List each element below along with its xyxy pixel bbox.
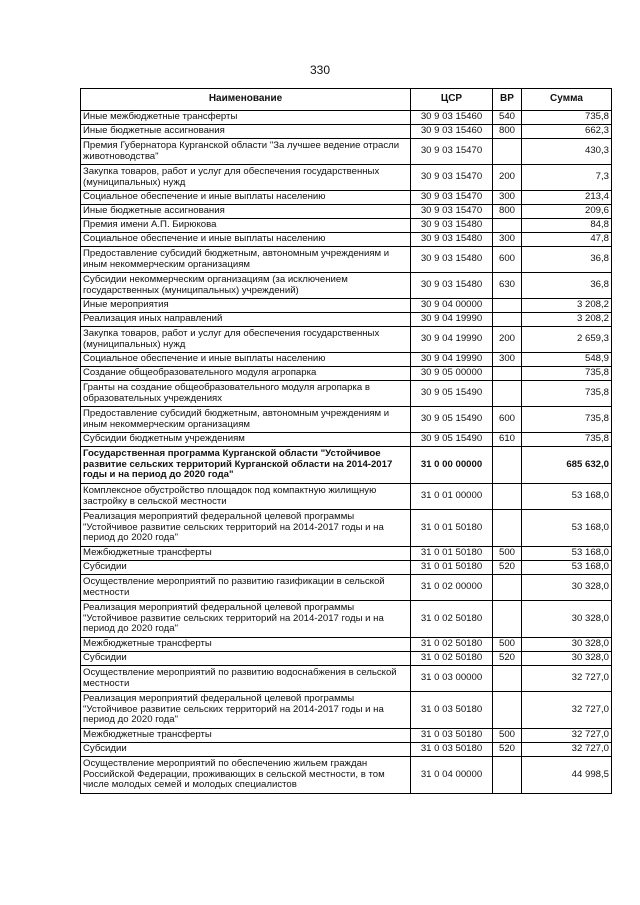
cell-vr [493, 757, 522, 794]
cell-csr: 30 9 05 15490 [411, 381, 493, 407]
table-row [81, 327, 612, 353]
table-row [81, 575, 612, 601]
cell-sum: 53 168,0 [522, 561, 612, 575]
header-sum: Сумма [522, 89, 612, 111]
cell-sum: 3 208,2 [522, 313, 612, 327]
cell-name: Реализация мероприятий федеральной целевой программы "Устойчивое развитие сельских территорий на 2014-2017 годы и на период до 2020 года" [81, 692, 411, 729]
cell-sum: 735,8 [522, 111, 612, 125]
cell-name: Закупка товаров, работ и услуг для обеспечения государственных (муниципальных) нужд [81, 327, 411, 353]
cell-csr: 31 0 01 50180 [411, 561, 493, 575]
cell-csr: 30 9 03 15470 [411, 191, 493, 205]
cell-name: Реализация мероприятий федеральной целевой программы "Устойчивое развитие сельских территорий на 2014-2017 годы и на период до 2020 года" [81, 601, 411, 638]
cell-csr: 31 0 03 50180 [411, 743, 493, 757]
cell-csr: 30 9 05 15490 [411, 433, 493, 447]
table-row [81, 638, 612, 652]
cell-name: Гранты на создание общеобразовательного модуля агропарка в образовательных учреждениях [81, 381, 411, 407]
cell-vr [493, 510, 522, 547]
cell-csr: 30 9 04 00000 [411, 299, 493, 313]
header-vr: ВР [493, 89, 522, 111]
budget-table [80, 88, 612, 794]
table-row [81, 729, 612, 743]
cell-csr: 31 0 02 00000 [411, 575, 493, 601]
cell-sum: 735,8 [522, 407, 612, 433]
cell-name: Иные бюджетные ассигнования [81, 205, 411, 219]
cell-name: Комплексное обустройство площадок под компактную жилищную застройку в сельской местности [81, 484, 411, 510]
cell-sum: 53 168,0 [522, 484, 612, 510]
table-row [81, 233, 612, 247]
cell-sum: 36,8 [522, 247, 612, 273]
cell-csr: 31 0 03 50180 [411, 692, 493, 729]
cell-csr: 30 9 03 15470 [411, 165, 493, 191]
cell-sum: 30 328,0 [522, 638, 612, 652]
cell-name: Социальное обеспечение и иные выплаты населению [81, 191, 411, 205]
cell-name: Осуществление мероприятий по обеспечению жильем граждан Российской Федерации, проживающих в сельской местности, в том числе молодых семей и молодых специалистов [81, 757, 411, 794]
cell-sum: 548,9 [522, 353, 612, 367]
cell-vr: 800 [493, 205, 522, 219]
cell-csr: 31 0 01 50180 [411, 547, 493, 561]
cell-sum: 430,3 [522, 139, 612, 165]
table-row [81, 165, 612, 191]
table-body [81, 111, 612, 794]
cell-sum: 53 168,0 [522, 510, 612, 547]
cell-sum: 30 328,0 [522, 575, 612, 601]
cell-vr [493, 367, 522, 381]
cell-vr: 520 [493, 561, 522, 575]
cell-sum: 36,8 [522, 273, 612, 299]
cell-sum: 32 727,0 [522, 666, 612, 692]
table-row [81, 247, 612, 273]
cell-vr [493, 313, 522, 327]
cell-vr [493, 601, 522, 638]
table-row [81, 692, 612, 729]
cell-csr: 30 9 03 15480 [411, 247, 493, 273]
table-row [81, 139, 612, 165]
cell-vr: 500 [493, 638, 522, 652]
table-row [81, 757, 612, 794]
table-row [81, 652, 612, 666]
cell-csr: 30 9 03 15480 [411, 233, 493, 247]
table-row [81, 484, 612, 510]
cell-vr [493, 692, 522, 729]
table-row [81, 666, 612, 692]
table-row [81, 601, 612, 638]
cell-sum: 685 632,0 [522, 447, 612, 484]
table-row [81, 447, 612, 484]
cell-csr: 31 0 01 50180 [411, 510, 493, 547]
table-row [81, 743, 612, 757]
cell-vr: 300 [493, 353, 522, 367]
cell-name: Субсидии некоммерческим организациям (за исключением государственных (муниципальных) учреждений) [81, 273, 411, 299]
cell-csr: 30 9 03 15460 [411, 125, 493, 139]
cell-sum: 32 727,0 [522, 743, 612, 757]
cell-csr: 31 0 00 00000 [411, 447, 493, 484]
table-row [81, 381, 612, 407]
cell-sum: 735,8 [522, 381, 612, 407]
cell-name: Иные бюджетные ассигнования [81, 125, 411, 139]
cell-csr: 31 0 03 00000 [411, 666, 493, 692]
cell-vr [493, 484, 522, 510]
cell-sum: 7,3 [522, 165, 612, 191]
cell-sum: 3 208,2 [522, 299, 612, 313]
table-row [81, 433, 612, 447]
cell-vr: 200 [493, 165, 522, 191]
cell-name: Межбюджетные трансферты [81, 547, 411, 561]
cell-sum: 30 328,0 [522, 601, 612, 638]
cell-csr: 31 0 02 50180 [411, 652, 493, 666]
cell-vr: 540 [493, 111, 522, 125]
cell-csr: 30 9 03 15480 [411, 219, 493, 233]
cell-name: Субсидии [81, 561, 411, 575]
table-row [81, 313, 612, 327]
table-header-row [81, 89, 612, 111]
cell-csr: 31 0 04 00000 [411, 757, 493, 794]
cell-vr [493, 447, 522, 484]
cell-vr [493, 381, 522, 407]
cell-sum: 735,8 [522, 433, 612, 447]
cell-vr [493, 219, 522, 233]
cell-csr: 30 9 05 00000 [411, 367, 493, 381]
cell-vr: 610 [493, 433, 522, 447]
cell-name: Предоставление субсидий бюджетным, автономным учреждениям и иным некоммерческим организациям [81, 247, 411, 273]
cell-name: Субсидии [81, 652, 411, 666]
cell-vr [493, 666, 522, 692]
cell-name: Создание общеобразовательного модуля агропарка [81, 367, 411, 381]
cell-sum: 213,4 [522, 191, 612, 205]
cell-csr: 31 0 01 00000 [411, 484, 493, 510]
table-row [81, 299, 612, 313]
cell-name: Субсидии [81, 743, 411, 757]
table-row [81, 561, 612, 575]
cell-vr: 630 [493, 273, 522, 299]
cell-name: Осуществление мероприятий по развитию газификации в сельской местности [81, 575, 411, 601]
cell-vr [493, 139, 522, 165]
table-row [81, 205, 612, 219]
table-row [81, 367, 612, 381]
header-name: Наименование [81, 89, 411, 111]
cell-sum: 209,6 [522, 205, 612, 219]
table-row [81, 111, 612, 125]
cell-name: Реализация мероприятий федеральной целевой программы "Устойчивое развитие сельских территорий на 2014-2017 годы и на период до 2020 года" [81, 510, 411, 547]
cell-sum: 53 168,0 [522, 547, 612, 561]
cell-vr: 500 [493, 547, 522, 561]
cell-vr [493, 299, 522, 313]
table-row [81, 510, 612, 547]
cell-name: Социальное обеспечение и иные выплаты населению [81, 233, 411, 247]
table-row [81, 125, 612, 139]
cell-name: Реализация иных направлений [81, 313, 411, 327]
cell-vr: 600 [493, 407, 522, 433]
header-csr: ЦСР [411, 89, 493, 111]
table-row [81, 547, 612, 561]
cell-csr: 31 0 03 50180 [411, 729, 493, 743]
page-number: 330 [309, 63, 331, 77]
cell-csr: 31 0 02 50180 [411, 638, 493, 652]
cell-csr: 30 9 04 19990 [411, 313, 493, 327]
cell-vr: 800 [493, 125, 522, 139]
cell-vr: 300 [493, 191, 522, 205]
cell-sum: 2 659,3 [522, 327, 612, 353]
cell-name: Иные межбюджетные трансферты [81, 111, 411, 125]
cell-name: Предоставление субсидий бюджетным, автономным учреждениям и иным некоммерческим организациям [81, 407, 411, 433]
table-row [81, 219, 612, 233]
cell-csr: 30 9 03 15470 [411, 139, 493, 165]
cell-name: Осуществление мероприятий по развитию водоснабжения в сельской местности [81, 666, 411, 692]
cell-vr: 520 [493, 652, 522, 666]
cell-vr: 300 [493, 233, 522, 247]
table-row [81, 353, 612, 367]
cell-csr: 30 9 05 15490 [411, 407, 493, 433]
cell-csr: 30 9 04 19990 [411, 353, 493, 367]
cell-name: Премия имени А.П. Бирюкова [81, 219, 411, 233]
cell-csr: 30 9 04 19990 [411, 327, 493, 353]
cell-name: Закупка товаров, работ и услуг для обеспечения государственных (муниципальных) нужд [81, 165, 411, 191]
cell-vr: 200 [493, 327, 522, 353]
cell-vr: 500 [493, 729, 522, 743]
cell-csr: 30 9 03 15460 [411, 111, 493, 125]
table-row [81, 407, 612, 433]
cell-sum: 735,8 [522, 367, 612, 381]
cell-name: Межбюджетные трансферты [81, 729, 411, 743]
cell-csr: 31 0 02 50180 [411, 601, 493, 638]
cell-sum: 30 328,0 [522, 652, 612, 666]
cell-vr [493, 575, 522, 601]
table-row [81, 273, 612, 299]
cell-name: Иные мероприятия [81, 299, 411, 313]
cell-sum: 662,3 [522, 125, 612, 139]
cell-name: Премия Губернатора Курганской области "За лучшее ведение отрасли животноводства" [81, 139, 411, 165]
cell-csr: 30 9 03 15470 [411, 205, 493, 219]
cell-sum: 32 727,0 [522, 729, 612, 743]
cell-csr: 30 9 03 15480 [411, 273, 493, 299]
cell-vr: 520 [493, 743, 522, 757]
cell-name: Социальное обеспечение и иные выплаты населению [81, 353, 411, 367]
cell-name: Субсидии бюджетным учреждениям [81, 433, 411, 447]
table-row [81, 191, 612, 205]
cell-sum: 44 998,5 [522, 757, 612, 794]
cell-sum: 47,8 [522, 233, 612, 247]
cell-sum: 84,8 [522, 219, 612, 233]
cell-vr: 600 [493, 247, 522, 273]
cell-name: Межбюджетные трансферты [81, 638, 411, 652]
cell-name: Государственная программа Курганской области "Устойчивое развитие сельских территорий Курганской области на 2014-2017 годы и на период до 2020 года" [81, 447, 411, 484]
cell-sum: 32 727,0 [522, 692, 612, 729]
